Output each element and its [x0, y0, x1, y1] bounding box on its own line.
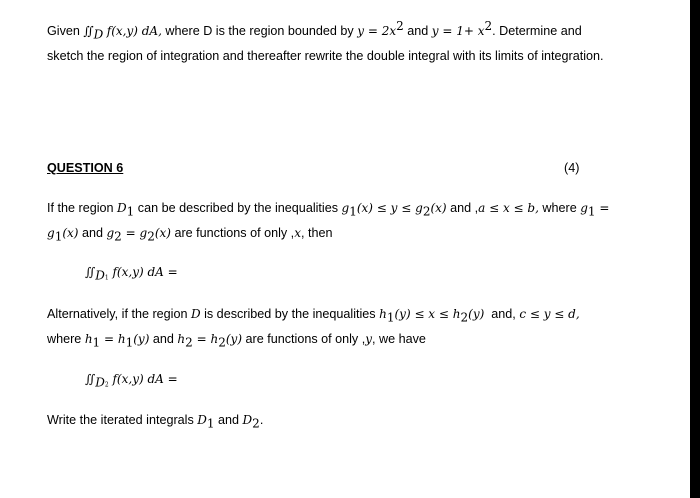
- g1-subscript: 1: [54, 229, 63, 244]
- para-text: are functions of only ,: [170, 226, 295, 240]
- closing-text: Write the iterated integrals: [47, 413, 198, 427]
- d2-subscript: 2: [252, 416, 260, 431]
- inequality-g-subscript-1: 1: [349, 204, 357, 219]
- para-text: and: [78, 226, 107, 240]
- para-text: , we have: [372, 332, 426, 346]
- g1-equals: =: [595, 201, 610, 215]
- formula-1: [85, 264, 178, 283]
- closing-text: and: [214, 413, 243, 427]
- curve-2: y = 1+ x: [431, 24, 485, 38]
- double-integral-sign: ∬: [85, 265, 96, 279]
- region-d: D: [190, 307, 201, 321]
- g2-equals: = g: [121, 226, 148, 240]
- inequality-g-subscript-2: 2: [422, 204, 431, 219]
- h2-argument: (y): [225, 332, 243, 346]
- g1-symbol: g: [47, 226, 55, 240]
- formula-1-region-subscript: 1: [104, 274, 109, 282]
- intro-text: . Determine and: [492, 24, 582, 38]
- integral-region: D: [93, 27, 104, 42]
- h1-subscript: 1: [92, 335, 101, 350]
- h2-subscript-2: 2: [218, 335, 226, 350]
- h2-subscript: 2: [460, 310, 469, 325]
- range-y: c ≤ y ≤ d,: [519, 307, 580, 321]
- g1-subscript: 1: [587, 204, 596, 219]
- curve-1: y = 2x: [357, 24, 397, 38]
- g1-argument: (x): [62, 226, 79, 240]
- intro-text: where D is the region bounded by: [161, 24, 358, 38]
- double-integral-sign: ∬: [85, 372, 96, 386]
- d1-symbol: D: [197, 413, 207, 427]
- region-d1-subscript: 1: [126, 204, 135, 219]
- para1-line-1: [47, 200, 610, 219]
- d2-symbol: D: [242, 413, 253, 427]
- para2-line-2: [47, 331, 426, 350]
- formula-2-region-subscript: 2: [104, 381, 109, 389]
- formula-2: [85, 371, 178, 390]
- variable-x: x: [294, 226, 301, 240]
- integrand: f(x,y) dA,: [106, 24, 162, 38]
- para-text: and ,: [446, 201, 479, 215]
- g2-subscript-2: 2: [147, 229, 155, 244]
- curve-1-exponent: 2: [396, 18, 404, 33]
- region-d1: D: [117, 201, 127, 215]
- inequality-h-end: (y): [468, 307, 485, 321]
- para-text: is described by the inequalities: [200, 307, 380, 321]
- para-text: If the region: [47, 201, 118, 215]
- h2-subscript: 2: [185, 335, 193, 350]
- h1-equals: = h: [100, 332, 126, 346]
- intro-text: and: [403, 24, 432, 38]
- para-text: and,: [484, 307, 520, 321]
- formula-2-body: f(x,y) dA =: [108, 372, 178, 386]
- g1-symbol: g: [580, 201, 588, 215]
- para1-line-2: [47, 225, 333, 244]
- inequality-h-middle: (y) ≤ x ≤ h: [394, 307, 461, 321]
- d1-subscript: 1: [206, 416, 215, 431]
- para-text: where: [47, 332, 85, 346]
- h1-subscript: 1: [386, 310, 395, 325]
- para-text: , then: [300, 226, 333, 240]
- range-x: a ≤ x ≤ b,: [478, 201, 539, 215]
- intro-line-1: [47, 18, 582, 42]
- h2-symbol: h: [177, 332, 186, 346]
- para-text: and: [149, 332, 178, 346]
- inequality-g-middle: (x) ≤ y ≤ g: [356, 201, 423, 215]
- formula-1-body: f(x,y) dA =: [108, 265, 178, 279]
- para-text: Alternatively, if the region: [47, 307, 191, 321]
- para-text: where: [538, 201, 581, 215]
- g2-argument: (x): [154, 226, 171, 240]
- para-text: can be described by the inequalities: [134, 201, 342, 215]
- inequality-g-end: (x): [430, 201, 447, 215]
- g2-subscript: 2: [114, 229, 122, 244]
- double-integral-sign: ∬: [83, 24, 94, 38]
- intro-text: Given: [47, 24, 84, 38]
- para2-line-1: [47, 306, 580, 325]
- g2-symbol: g: [106, 226, 115, 240]
- closing-line: [47, 412, 264, 431]
- h1-symbol: h: [84, 332, 93, 346]
- intro-line-2: sketch the region of integration and thereafter rewrite the double integral with its limits of integration.: [47, 49, 604, 63]
- inequality-g: g: [341, 201, 350, 215]
- closing-text: .: [259, 413, 264, 427]
- formula-1-region: D: [95, 268, 105, 283]
- formula-2-region: D: [95, 375, 105, 390]
- h1-subscript-2: 1: [125, 335, 134, 350]
- question-heading: QUESTION 6: [47, 161, 124, 175]
- variable-y: y: [365, 332, 373, 346]
- curve-2-exponent: 2: [484, 18, 493, 33]
- h2-equals: = h: [192, 332, 219, 346]
- para-text: are functions of only ,: [242, 332, 366, 346]
- h1-argument: (y): [133, 332, 150, 346]
- question-marks: (4): [564, 161, 580, 175]
- h1-symbol: h: [379, 307, 387, 321]
